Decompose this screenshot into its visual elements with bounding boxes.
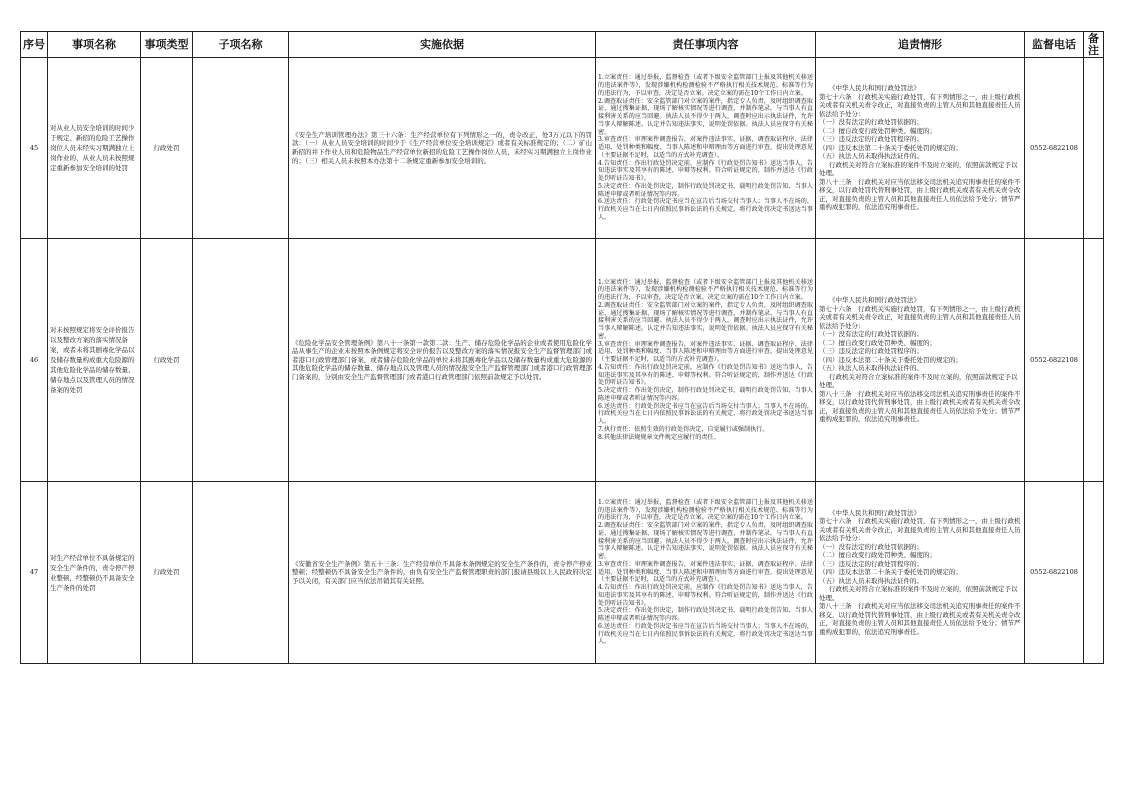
header-responsibility: 责任事项内容 — [596, 32, 816, 58]
accountability-paragraph: （二）擅自改变行政处罚种类、幅度的； — [819, 126, 936, 135]
accountability-paragraph: 行政机关对符合立案标准的案件不及时立案的，依照前款规定予以处理。 — [819, 160, 1018, 178]
basis-text: 《安全生产培训管理办法》第三十六条：生产经营单位有下列情形之一的，责令改正，处3万元以下的罚款：（一）从业人员安全培训的时间少于《生产经营单位安全培训规定》或者有关标准规定的；（二）矿山新招的井下作业人员和危险物品生产经营单位新招的危险工艺操作岗位人员，未经实习期满独立上岗作业的；（三）相关人员未按照本办法第十二条规定重新参加安全培训的。 — [289, 58, 596, 239]
accountability-paragraph: 行政机关对符合立案标准的案件不及时立案的，依照前款规定予以处理。 — [819, 372, 1018, 390]
remark — [1084, 239, 1104, 482]
header-basis: 实施依据 — [289, 32, 596, 58]
responsibility-paragraph: 1.立案责任：通过举报、监督检查（或者下级安全监管部门上报及其他机关移送的违法案件等），发现涉嫌机构检测检验不严格执行相关技术规范、标准等行为的违法行为，予以审查，决定是否立案。决定立案的需在10个工作日内立案。 — [598, 498, 813, 522]
accountability-paragraph: （一）没有法定的行政处罚依据的； — [819, 118, 923, 127]
accountability-paragraph: 《中华人民共和国行政处罚法》 — [829, 508, 920, 517]
responsibility-paragraph: 6.送达责任：行政处罚决定书应当在宣告后当场交付当事人；当事人不在场的，行政机关应当在七日内依照民事诉讼法的有关规定，将行政处罚决定书送达当事人。 — [598, 402, 813, 426]
responsibility-content — [596, 239, 816, 482]
responsibility-paragraph: 5.决定责任：作出处罚决定，制作行政处罚决定书，载明行政处罚告知、当事人陈述申辩或者听证情况等内容。 — [598, 607, 813, 623]
item-name: 对从业人员安全培训的时间少于规定、新招的危险工艺操作岗位人员未经实习期满独立上岗作业的、从业人员未按照规定重新参加安全培训的处罚 — [48, 58, 141, 239]
table-row — [21, 482, 1104, 664]
table-row — [21, 239, 1104, 482]
accountability-paragraph: （三）违反法定的行政处罚程序的； — [819, 135, 923, 144]
accountability-paragraph: 第八十三条 行政机关对应当依法移交司法机关追究刑事责任的案件不移交，以行政处罚代替刑事处罚，由上级行政机关或者有关机关责令改正，对直接负责的主管人员和其他直接责任人员依法给予处分；情节严重构成犯罪的，依法追究刑事责任。 — [819, 177, 1021, 212]
supervision-phone: 0552-6822108 — [1025, 58, 1084, 239]
basis-text: 《危险化学品安全管理条例》第八十一条第一款第二款：生产、储存危险化学品的企业或者使用危险化学品从事生产的企业未按照本条例规定将安全评价报告以及整改方案的落实情况报安全生产监督管理部门或者港口行政管理部门备案，或者储存危险化学品的单位未将其剧毒化学品以及储存数量构成重大危险源的其他危险化学品的储存数量、储存地点以及管理人员的情况报安全生产监督管理部门或者港口行政管理部门备案的，分别由安全生产监督管理部门或者港口行政管理部门依照前款规定予以处罚。 — [289, 239, 596, 482]
responsibility-paragraph: 1.立案责任：通过举报、监督检查（或者下级安全监管部门上报及其他机关移送的违法案件等），发现涉嫌机构检测检验不严格执行相关技术规范、标准等行为的违法行为，予以审查，决定是否立案。决定立案的需在10个工作日内立案。 — [598, 74, 813, 97]
responsibility-paragraph: 6.送达责任：行政处罚决定书应当在宣告后当场交付当事人；当事人不在场的，行政机关应当在七日内依照民事诉讼法的有关规定，将行政处罚决定书送达当事人。 — [598, 622, 813, 646]
item-type: 行政处罚 — [141, 58, 193, 239]
responsibility-paragraph: 4.告知责任：作出行政处罚决定前，应制作《行政处罚告知书》送达当事人，告知违法事实及其享有的陈述、申辩等权利。符合听证规定的，制作并送达《行政处罚听证告知书》。 — [598, 363, 813, 387]
remark — [1084, 58, 1104, 239]
responsibility-paragraph: 3.审查责任：审理案件调查报告，对案件违法事实、证据、调查取证程序、法律适用、处罚种类和幅度、当事人陈述和申辩理由等方面进行审查，提出处理意见（主要证据不足时，以适当的方式补充调查）。 — [598, 340, 813, 364]
accountability-paragraph: （二）擅自改变行政处罚种类、幅度的； — [819, 551, 936, 560]
supervision-phone: 0552-6822108 — [1025, 482, 1084, 664]
accountability-paragraph: （二）擅自改变行政处罚种类、幅度的； — [819, 338, 936, 347]
responsibility-list-table — [20, 31, 1104, 664]
responsibility-paragraph: 2.调查取证责任：安全监管部门对立案的案件，指定专人负责，及时组织调查取证，通过搜集证据、现场了解核实情况等进行调查，并制作笔录。与当事人有直接利害关系的应当回避。执法人员不得少于两人，调查时应出示执法证件，允许当事人辩解陈述。认定并告知违法事实，说明处罚依据。执法人员应保守有关秘密。 — [598, 301, 813, 340]
accountability-paragraph: （五）执法人员未取得执法证件的。 — [819, 364, 923, 373]
row-number: 47 — [21, 482, 48, 664]
accountability-content — [816, 482, 1025, 664]
responsibility-content — [596, 482, 816, 664]
accountability-paragraph: （五）执法人员未取得执法证件的。 — [819, 152, 923, 161]
responsibility-paragraph: 6.送达责任：行政处罚决定书应当在宣告后当场交付当事人；当事人不在场的，行政机关应当在七日内依照民事诉讼法的有关规定，将行政处罚决定书送达当事人。 — [598, 198, 813, 221]
accountability-paragraph: （三）违反法定的行政处罚程序的； — [819, 559, 923, 568]
item-type: 行政处罚 — [141, 239, 193, 482]
responsibility-paragraph: 2.调查取证责任：安全监管部门对立案的案件，指定专人负责，及时组织调查取证，通过搜集证据、现场了解核实情况等进行调查，并制作笔录。与当事人有直接利害关系的应当回避。执法人员不得少于两人，调查时应出示执法证件，允许当事人辩解陈述。认定并告知违法事实，说明处罚依据。执法人员应保守有关秘密。 — [598, 522, 813, 561]
accountability-paragraph: 第八十三条 行政机关对应当依法移交司法机关追究刑事责任的案件不移交，以行政处罚代替刑事处罚，由上级行政机关或者有关机关责令改正，对直接负责的主管人员和其他直接责任人员依法给予处分；情节严重构成犯罪的，依法追究刑事责任。 — [819, 389, 1021, 424]
accountability-paragraph: （三）违反法定的行政处罚程序的； — [819, 347, 923, 356]
header-item-name: 事项名称 — [48, 32, 141, 58]
basis-text: 《安徽省安全生产条例》第五十三条：生产经营单位不具备本条例规定的安全生产条件的，责令停产停业整顿；经整顿仍不具备安全生产条件的，由负有安全生产监督管理职责的部门报请县级以上人民政府决定予以关闭，有关部门应当依法吊销其有关证照。 — [289, 482, 596, 664]
sub-name — [193, 482, 289, 664]
accountability-paragraph: 第七十六条 行政机关实施行政处罚，有下列情形之一，由上级行政机关或者有关机关责令改正，对直接负责的主管人员和其他直接责任人员依法给予处分： — [819, 517, 1021, 543]
responsibility-paragraph: 4.告知责任：作出行政处罚决定前，应制作《行政处罚告知书》送达当事人，告知违法事实及其享有的陈述、申辩等权利。符合听证规定的，制作并送达《行政处罚听证告知书》。 — [598, 584, 813, 607]
responsibility-paragraph: 2.调查取证责任：安全监管部门对立案的案件，指定专人负责，及时组织调查取证，通过搜集证据、现场了解核实情况等进行调查，并制作笔录。与当事人有直接利害关系的应当回避。执法人员不得少于两人，调查时应出示执法证件，允许当事人辩解陈述。认定并告知违法事实，说明处罚依据。执法人员应保守有关秘密。 — [598, 97, 813, 136]
responsibility-paragraph: 1.立案责任：通过举报、监督检查（或者下级安全监管部门上报及其他机关移送的违法案件等），发现涉嫌机构检测检验不严格执行相关技术规范、标准等行为的违法行为，予以审查，决定是否立案。决定立案的需在10个工作日内立案。 — [598, 278, 813, 302]
table-row — [21, 58, 1104, 239]
responsibility-paragraph: 7.执行责任：依照生效的行政处罚决定，自觉履行或强制执行。 — [598, 425, 769, 433]
accountability-paragraph: 《中华人民共和国行政处罚法》 — [829, 296, 920, 305]
accountability-paragraph: （一）没有法定的行政处罚依据的； — [819, 330, 923, 339]
responsibility-paragraph: 5.决定责任：作出处罚决定，制作行政处罚决定书，载明行政处罚告知、当事人陈述申辩或者听证情况等内容。 — [598, 182, 813, 198]
header-no: 序号 — [21, 32, 48, 58]
responsibility-paragraph: 5.决定责任：作出处罚决定，制作行政处罚决定书，载明行政处罚告知、当事人陈述申辩或者听证情况等内容。 — [598, 387, 813, 402]
accountability-paragraph: 第八十三条 行政机关对应当依法移交司法机关追究刑事责任的案件不移交，以行政处罚代替刑事处罚，由上级行政机关或者有关机关责令改正，对直接负责的主管人员和其他直接责任人员依法给予处分；情节严重构成犯罪的，依法追究刑事责任。 — [819, 602, 1021, 636]
sub-name — [193, 239, 289, 482]
accountability-paragraph: （四）违反本法第二十条关于委托处罚的规定的； — [819, 143, 962, 152]
accountability-paragraph: 《中华人民共和国行政处罚法》 — [829, 84, 920, 93]
accountability-paragraph: （一）没有法定的行政处罚依据的； — [819, 542, 923, 551]
header-accountability: 追责情形 — [816, 32, 1025, 58]
accountability-paragraph: （五）执法人员未取得执法证件的。 — [819, 576, 923, 585]
accountability-content — [816, 58, 1025, 239]
responsibility-paragraph: 8.其他法律法规规章文件规定应履行的责任。 — [598, 433, 720, 441]
accountability-paragraph: （四）违反本法第二十条关于委托处罚的规定的； — [819, 355, 962, 364]
sub-name — [193, 58, 289, 239]
row-number: 45 — [21, 58, 48, 239]
header-sub-name: 子项名称 — [193, 32, 289, 58]
accountability-paragraph: 行政机关对符合立案标准的案件不及时立案的，依照前款规定予以处理。 — [819, 585, 1018, 602]
header-item-type: 事项类型 — [141, 32, 193, 58]
responsibility-paragraph: 4.告知责任：作出行政处罚决定前，应制作《行政处罚告知书》送达当事人，告知违法事实及其享有的陈述、申辩等权利。符合听证规定的，制作并送达《行政处罚听证告知书》。 — [598, 159, 813, 183]
header-phone: 监督电话 — [1025, 32, 1084, 58]
accountability-content — [816, 239, 1025, 482]
supervision-phone: 0552-6822108 — [1025, 239, 1084, 482]
accountability-paragraph: 第七十六条 行政机关实施行政处罚，有下列情形之一，由上级行政机关或者有关机关责令改正，对直接负责的主管人员和其他直接责任人员依法给予处分： — [819, 304, 1021, 330]
header-row — [21, 32, 1104, 58]
accountability-paragraph: 第七十六条 行政机关实施行政处罚，有下列情形之一，由上级行政机关或者有关机关责令改正，对直接负责的主管人员和其他直接责任人员依法给予处分： — [819, 92, 1021, 118]
item-name: 对生产经营单位不具备规定的安全生产条件的，责令停产停业整顿，经整顿仍不具备安全生产条件的处罚 — [48, 482, 141, 664]
item-type: 行政处罚 — [141, 482, 193, 664]
responsibility-paragraph: 3.审查责任：审理案件调查报告，对案件违法事实、证据、调查取证程序、法律适用、处罚种类和幅度、当事人陈述和申辩理由等方面进行审查，提出处理意见（主要证据不足时，以适当的方式补充调查）。 — [598, 136, 813, 159]
row-number: 46 — [21, 239, 48, 482]
responsibility-paragraph: 3.审查责任：审理案件调查报告，对案件违法事实、证据、调查取证程序、法律适用、处罚种类和幅度、当事人陈述和申辩理由等方面进行审查，提出处理意见（主要证据不足时，以适当的方式补充调查）。 — [598, 560, 813, 584]
item-name: 对未按照规定将安全评价报告以及整改方案的落实情况备案，或者未将其剧毒化学品以及储存数量构成重大危险源的其他危险化学品的储存数量、储存地点以及管理人员的情况备案的处罚 — [48, 239, 141, 482]
remark — [1084, 482, 1104, 664]
header-remark: 备注 — [1084, 32, 1104, 58]
responsibility-content — [596, 58, 816, 239]
accountability-paragraph: （四）违反本法第二十条关于委托处罚的规定的； — [819, 568, 962, 577]
